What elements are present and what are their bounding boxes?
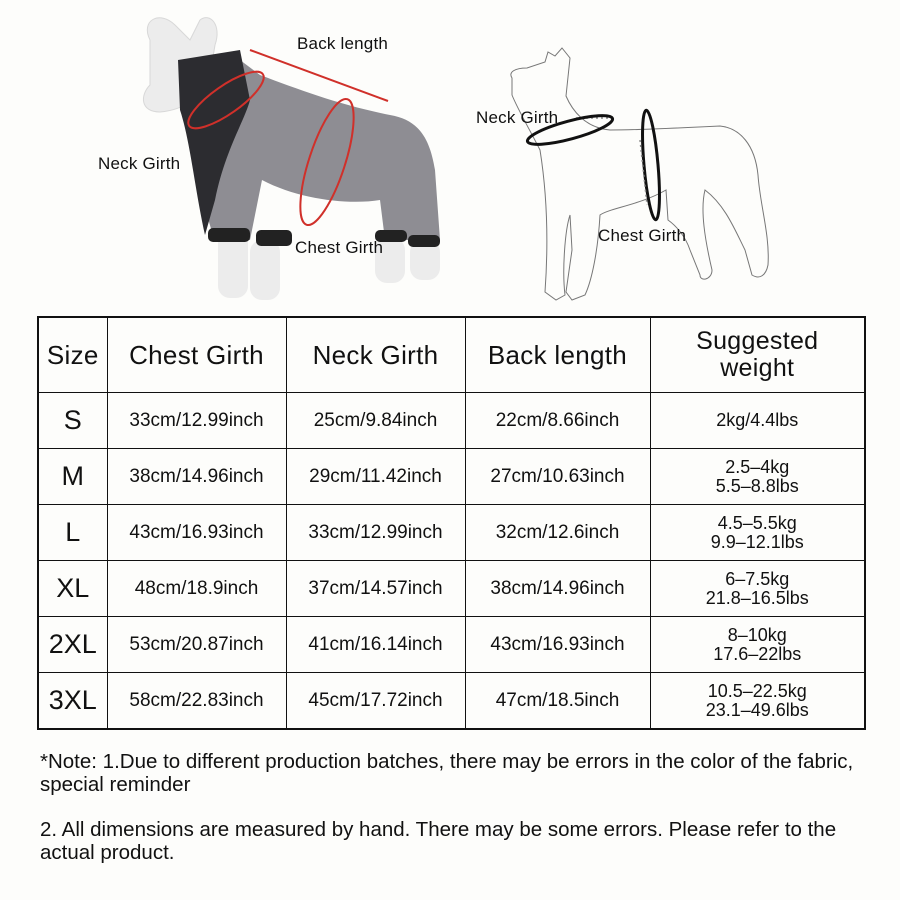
- cell-neck: 45cm/17.72inch: [286, 673, 465, 730]
- cell-chest: 53cm/20.87inch: [107, 617, 286, 673]
- weight-kg: 6–7.5kg: [725, 568, 790, 589]
- table-row: [38, 449, 865, 505]
- weight-kg: 10.5–22.5kg: [707, 680, 807, 701]
- label-neck-girth: Neck Girth: [98, 154, 181, 173]
- cell-back: 43cm/16.93inch: [465, 617, 650, 673]
- label-outline-chest-girth: Chest Girth: [598, 226, 687, 245]
- cell-weight: [650, 561, 865, 617]
- label-outline-neck-girth: Neck Girth: [476, 108, 559, 127]
- cell-size: 3XL: [38, 673, 107, 730]
- cell-weight: [650, 393, 865, 449]
- cell-size: S: [38, 393, 107, 449]
- cell-size: L: [38, 505, 107, 561]
- header-back-length: Back length: [465, 317, 650, 393]
- header-suggested-weight: [650, 317, 865, 393]
- note-1: *Note: 1.Due to different production batches, there may be errors in the color of the fabric, special reminder: [40, 750, 854, 796]
- cell-chest: 58cm/22.83inch: [107, 673, 286, 730]
- cell-chest: 33cm/12.99inch: [107, 393, 286, 449]
- note-2: 2. All dimensions are measured by hand. There may be some errors. Please refer to the actual product.: [40, 818, 837, 864]
- weight-kg: 4.5–5.5kg: [717, 512, 797, 533]
- cell-weight: [650, 617, 865, 673]
- illustrations: [0, 0, 900, 310]
- cell-neck: 41cm/16.14inch: [286, 617, 465, 673]
- cell-back: 22cm/8.66inch: [465, 393, 650, 449]
- table-row: [38, 393, 865, 449]
- header-neck-girth: Neck Girth: [286, 317, 465, 393]
- cell-back: 27cm/10.63inch: [465, 449, 650, 505]
- jacket-icon: [178, 50, 440, 247]
- table-row: [38, 673, 865, 730]
- cell-neck: 37cm/14.57inch: [286, 561, 465, 617]
- cell-size: XL: [38, 561, 107, 617]
- cell-size: 2XL: [38, 617, 107, 673]
- header-weight-line1: Suggested: [696, 327, 819, 355]
- table-row: [38, 561, 865, 617]
- cell-weight: [650, 673, 865, 730]
- table-row: [38, 505, 865, 561]
- header-chest-girth: Chest Girth: [107, 317, 286, 393]
- label-back-length: Back length: [297, 34, 389, 53]
- label-chest-girth: Chest Girth: [295, 238, 384, 257]
- cell-back: 47cm/18.5inch: [465, 673, 650, 730]
- cell-back: 32cm/12.6inch: [465, 505, 650, 561]
- cell-back: 38cm/14.96inch: [465, 561, 650, 617]
- notes: [40, 750, 870, 886]
- header-weight-line2: weight: [720, 354, 795, 382]
- table-header-row: [38, 317, 865, 393]
- cell-chest: 43cm/16.93inch: [107, 505, 286, 561]
- size-chart-table: [37, 316, 866, 730]
- cell-chest: 48cm/18.9inch: [107, 561, 286, 617]
- weight-kg: 8–10kg: [727, 624, 787, 645]
- weight-kg: 2.5–4kg: [725, 456, 790, 477]
- cell-neck: 29cm/11.42inch: [286, 449, 465, 505]
- weight-lbs: 5.5–8.8lbs: [715, 475, 799, 496]
- cell-size: M: [38, 449, 107, 505]
- cell-neck: 25cm/9.84inch: [286, 393, 465, 449]
- header-size: Size: [38, 317, 107, 393]
- weight-kg: 2kg/4.4lbs: [716, 410, 799, 430]
- weight-lbs: 23.1–49.6lbs: [705, 699, 809, 720]
- cell-weight: [650, 505, 865, 561]
- outline-dog-icon: [511, 48, 768, 300]
- cell-neck: 33cm/12.99inch: [286, 505, 465, 561]
- cell-weight: [650, 449, 865, 505]
- weight-lbs: 21.8–16.5lbs: [705, 587, 809, 608]
- weight-lbs: 17.6–22lbs: [713, 643, 802, 664]
- weight-lbs: 9.9–12.1lbs: [710, 531, 804, 552]
- cell-chest: 38cm/14.96inch: [107, 449, 286, 505]
- table-row: [38, 617, 865, 673]
